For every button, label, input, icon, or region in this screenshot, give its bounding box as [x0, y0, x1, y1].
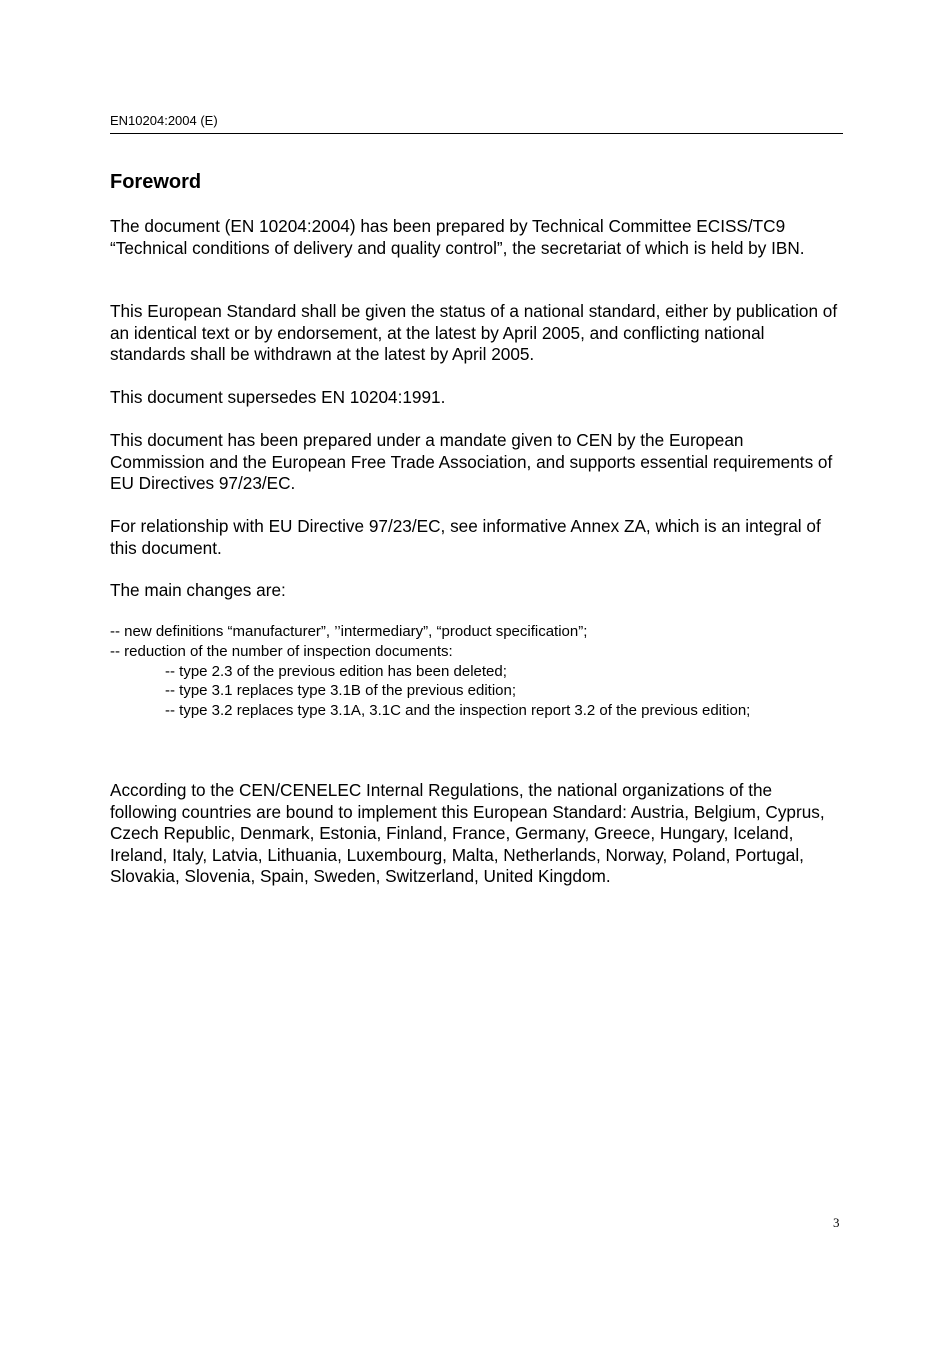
paragraph-supersedes: This document supersedes EN 10204:1991. — [110, 387, 446, 407]
page-title: Foreword — [110, 171, 202, 193]
paragraph-annex: For relationship with EU Directive 97/23/EC, see informative Annex ZA, which is an integral of this document. — [110, 516, 821, 558]
paragraph-mandate: This document has been prepared under a mandate given to CEN by the European Commission and the European Free Trade Association, and supports essential requirements of EU Directives 97/23/EC. — [110, 430, 833, 493]
paragraph-cen-regulations: According to the CEN/CENELEC Internal Regulations, the national organizations of the following countries are bound to implement this European Standard: Austria, Belgium, Cyprus, Czech Republic, Denmark, Estonia, Finland, France, Germany, Greece, Hungary, Iceland, Ireland, Italy, Latvia, Lithuania, Luxembourg, Malta, Netherlands, Norway, Poland, Portugal, Slovakia, Slovenia, Spain, Sweden, Switzerland, United Kingdom. — [110, 780, 825, 886]
list-item: -- new definitions “manufacturer”, ’’intermediary”, “product specification”; — [110, 623, 588, 640]
changes-list — [110, 622, 850, 721]
page-number: 3 — [833, 1215, 840, 1230]
paragraph-status: This European Standard shall be given the status of a national standard, either by publication of an identical text or by endorsement, at the latest by April 2005, and conflicting national standards shall be withdrawn at the latest by April 2005. — [110, 301, 838, 364]
document-header-id: EN10204:2004 (E) — [110, 113, 218, 128]
list-item: -- reduction of the number of inspection documents: — [110, 642, 453, 660]
list-item: -- type 3.1 replaces type 3.1B of the previous edition; — [165, 682, 517, 700]
paragraph-main-changes: The main changes are: — [110, 580, 286, 600]
list-item: -- type 3.2 replaces type 3.1A, 3.1C and the inspection report 3.2 of the previous edition; — [165, 702, 751, 720]
list-item: -- type 2.3 of the previous edition has been deleted; — [165, 662, 507, 680]
header-divider — [110, 133, 843, 134]
paragraph-preparation: The document (EN 10204:2004) has been prepared by Technical Committee ECISS/TC9 “Technical conditions of delivery and quality control”, the secretariat of which is held by IBN. — [110, 216, 805, 258]
